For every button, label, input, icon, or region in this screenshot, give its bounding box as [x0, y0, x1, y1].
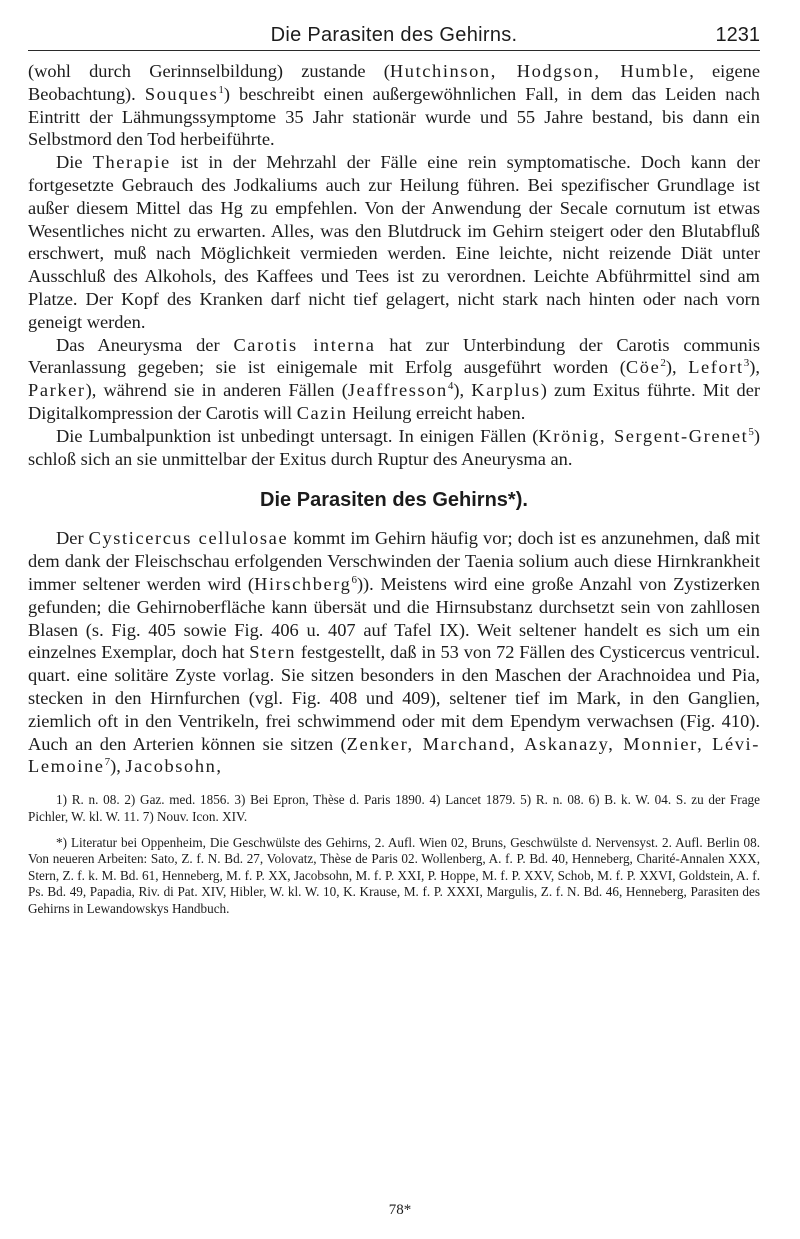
paragraph-aneurysm-course: (wohl durch Gerinnselbildung) zustande (Hutchinson, Hodgson, Humble, eigene Beobachtung). Souques$^1$) beschreibt einen außergewöhnlichen Fall, in dem das Leiden nach Eintritt der Lähmungssymptome 35 Jahr stationär wurde und 55 Jahre bestand, bis dann ein Selbstmord den Tod herbeiführte.: [28, 61, 760, 150]
paragraph-cysticercus: Der Cysticercus cellulosae kommt im Gehirn häufig vor; doch ist es anzunehmen, daß mit dem dank der Fleischschau erfolgenden Verschwinden der Taenia solium auch diese Hirnkrankheit immer seltener werden wird (Hirschberg$^6$)). Meistens wird eine große Anzahl von Zystizerken gefunden; die Gehirnoberfläche kann übersät und die Hirnsubstanz durchsetzt sein von zahllosen Blasen (s. Fig. 405 sowie Fig. 406 u. 407 auf Tafel IX). Weit seltener handelt es sich um ein einzelnes Exemplar, doch hat Stern festgestellt, daß in 53 von 72 Fällen des Cysticercus ventricul. quart. eine solitäre Zyste vorlag. Sie sitzen besonders in den Maschen der Arachnoidea und Pia, stecken in den Hirnfurchen (vgl. Fig. 408 und 409), seltener tief im Mark, in den Ganglien, ziemlich oft in den Ventrikeln, frei schwimmend oder mit dem Ependym verwachsen (Fig. 410). Auch an den Arterien können sie sitzen (Zenker, Marchand, Askanazy, Monnier, Lévi-Lemoine$^7$), Jacobsohn,: [28, 528, 761, 777]
page-body: [28, 60, 760, 917]
paragraph-carotis-aneurysm: Das Aneurysma der Carotis interna hat zur Unterbindung der Carotis communis Veranlassung gegeben; sie ist einigemale mit Erfolg ausgeführt worden (Cöe$^2$), Lefort$^3$), Parker), während sie in anderen Fällen (Jeaffresson$^4$), Karplus) zum Exitus führte. Mit der Digitalkompression der Carotis will Cazin Heilung erreicht haben.: [28, 334, 760, 423]
paragraph-lumbar-puncture: Die Lumbalpunktion ist unbedingt untersagt. In einigen Fällen (Krönig, Sergent-Grenet$^5$) schloß sich an sie unmittelbar der Exitus durch Ruptur des Aneurysma an.: [28, 425, 760, 469]
section-heading: Die Parasiten des Gehirns*).: [260, 489, 528, 512]
page-number: 1231: [715, 24, 760, 46]
footnotes: [28, 792, 760, 917]
sheet-signature: 78*: [388, 1202, 412, 1218]
running-title: Die Parasiten des Gehirns.: [270, 24, 518, 46]
page-header: [28, 10, 760, 51]
footnote-references: 1) R. n. 08. 2) Gaz. med. 1856. 3) Bei Epron, Thèse d. Paris 1890. 4) Lancet 1879. 5) R. n. 08. 6) B. k. W. 04. S. zu der Frage Pichler, W. kl. W. 11. 7) Nouv. Icon. XIV.: [28, 792, 760, 824]
footnote-literature: *) Literatur bei Oppenheim, Die Geschwülste des Gehirns, 2. Aufl. Wien 02, Bruns, Geschwülste d. Nervensyst. 2. Aufl. Berlin 08. Von neueren Arbeiten: Sato, Z. f. N. Bd. 27, Volovatz, Thèse de Paris 02. Wollenberg, A. f. P. Bd. 40, Henneberg, Charité-Annalen XXX, Stern, Z. f. k. M. Bd. 61, Henneberg, M. f. P. XX, Jacobsohn, M. f. P. XXI, P. Hoppe, M. f. P. XXV, Schob, M. f. P. XXVI, Goldstein, A. f. Ps. Bd. 49, Papadia, Riv. di Pat. XIV, Hibler, W. kl. W. 10, K. Krause, M. f. P. XXXI, Margulis, Z. f. N. Bd. 46, Henneberg, Parasiten des Gehirns in Lewandowskys Handbuch.: [28, 834, 760, 916]
paragraph-therapy: Die Therapie ist in der Mehrzahl der Fälle eine rein symptomatische. Doch kann der fortgesetzte Gebrauch des Jodkaliums auch zur Heilung führen. Bei spezifischer Grundlage ist außer diesem Mittel das Hg zu empfehlen. Von der Anwendung der Secale cornutum ist etwas Wesentliches nicht zu erwarten. Alles, was den Blutdruck im Gehirn steigert oder den Blutabfluß erschwert, muß nach Möglichkeit vermieden werden. Eine leichte, nicht reizende Diät unter Ausschluß des Alkohols, des Kaffees und Tees ist zu verordnen. Leichte Abführmittel sind am Platze. Der Kopf des Kranken darf nicht tief gelagert, nicht stark nach hinten oder nach vorn geneigt werden.: [28, 152, 760, 332]
